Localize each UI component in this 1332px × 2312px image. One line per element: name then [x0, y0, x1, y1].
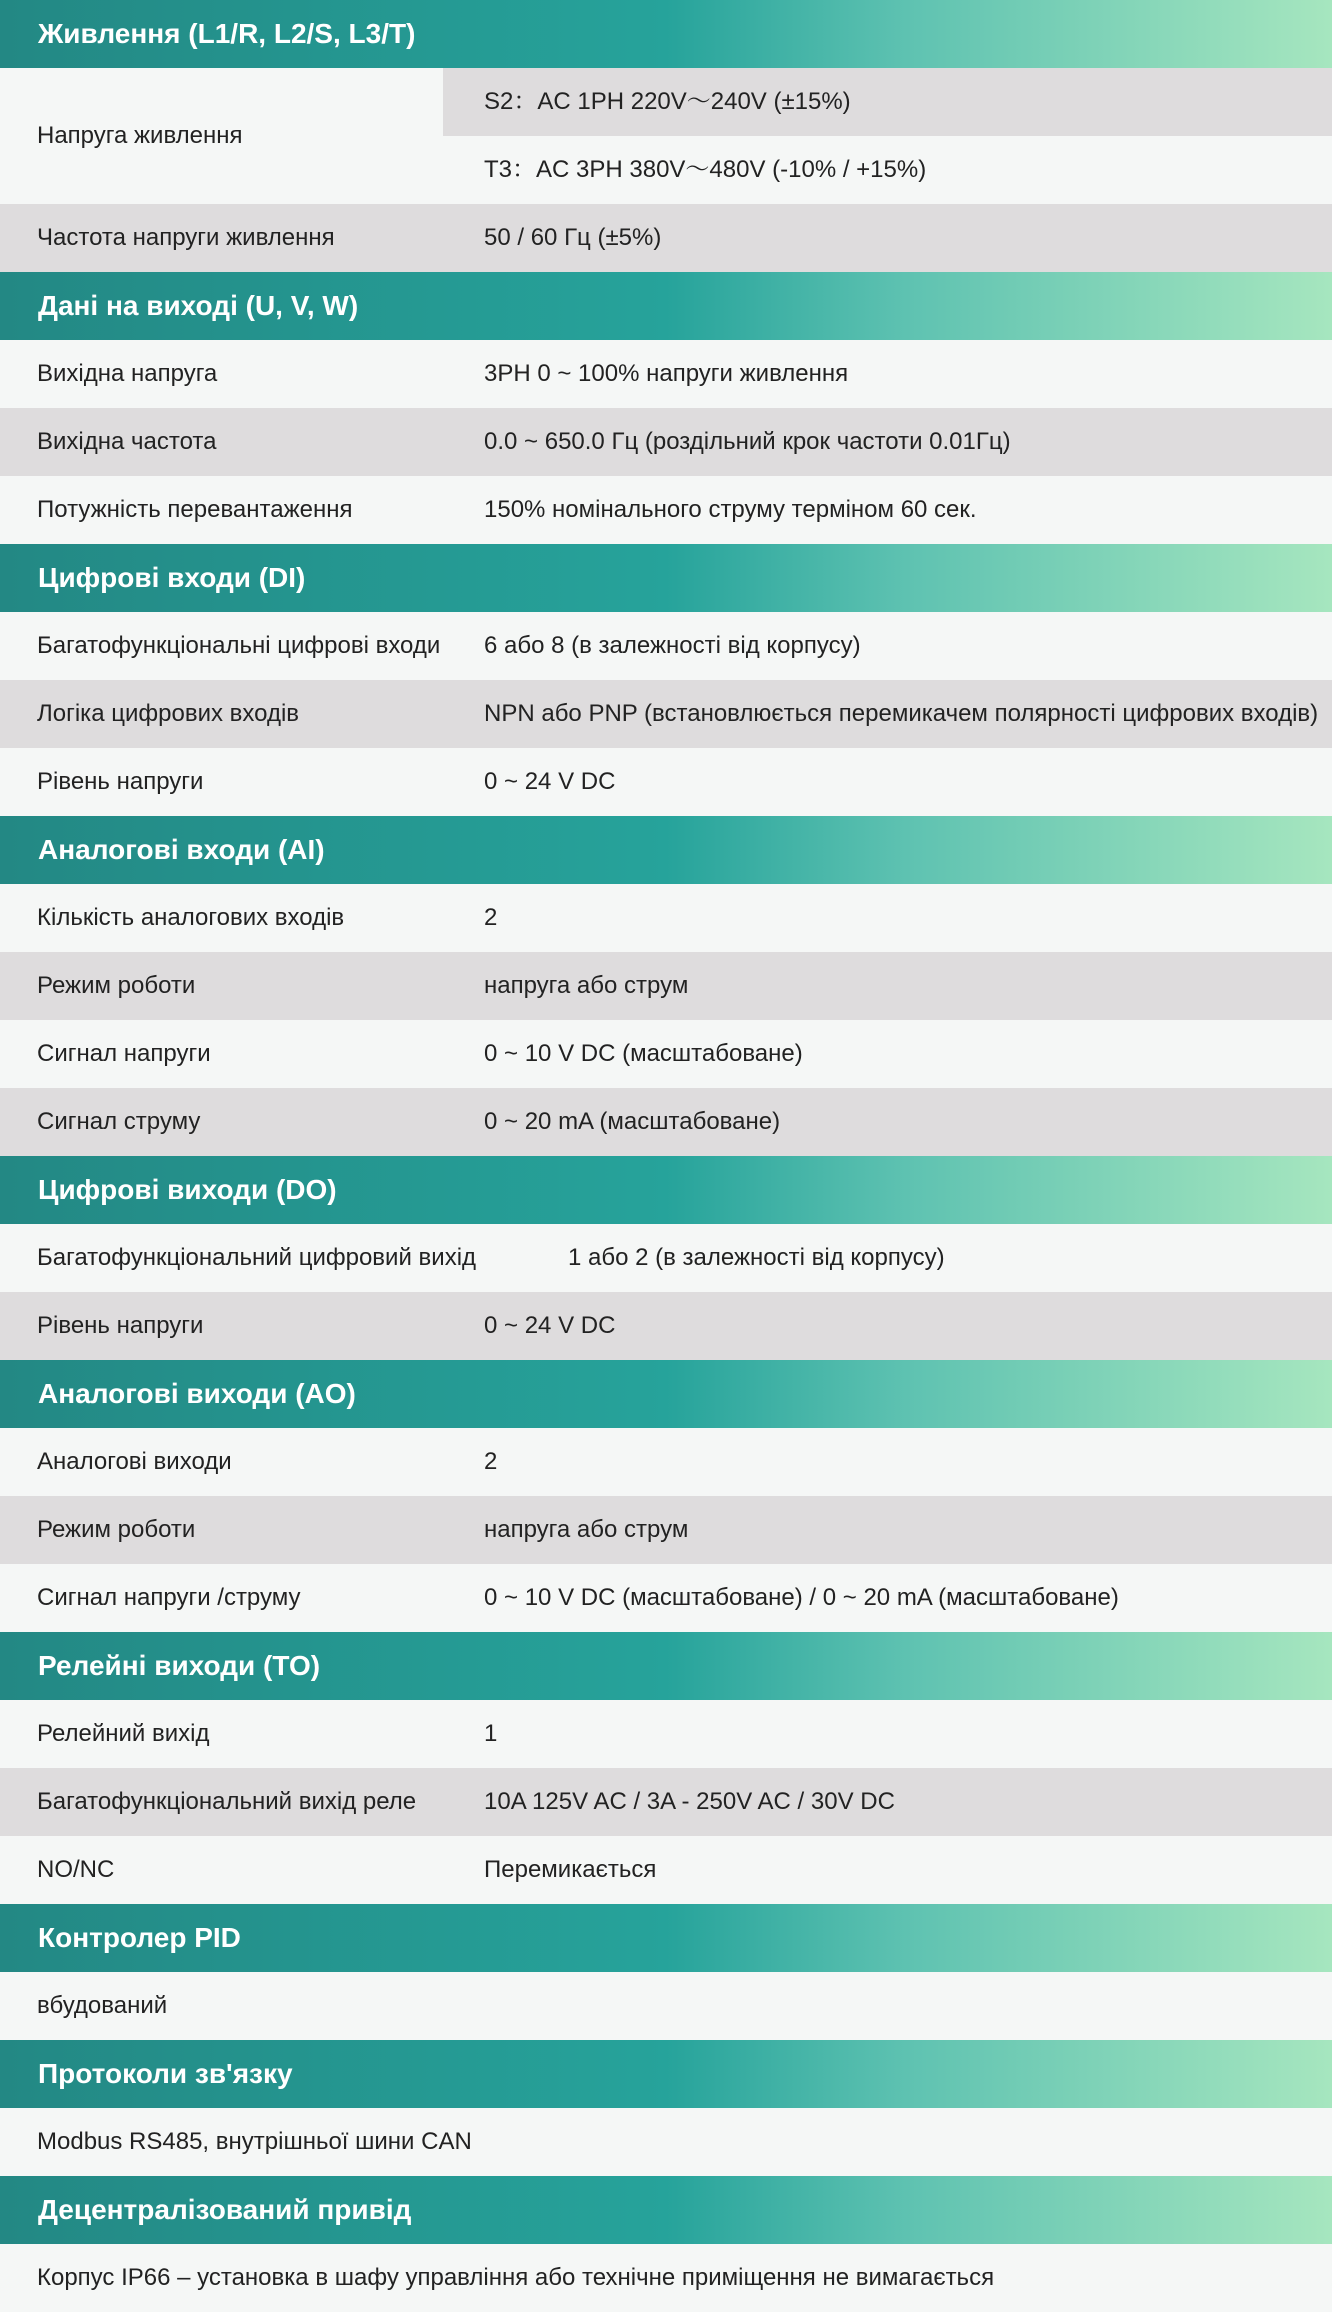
row-text: Modbus RS485, внутрішньої шини CAN — [37, 2128, 472, 2155]
section-title: Протоколи зв'язку — [38, 2058, 293, 2089]
section-title: Аналогові виходи (AO) — [38, 1378, 356, 1409]
table-row — [0, 408, 1332, 476]
row-value: 3PH 0 ~ 100% напруги живлення — [484, 360, 849, 387]
row-value: 150% номінального струму терміном 60 сек. — [484, 496, 977, 523]
section-header-analog-inputs — [0, 816, 1332, 884]
row-value: 2 — [484, 904, 498, 931]
row-label: Режим роботи — [37, 1516, 196, 1543]
row-value: 50 / 60 Гц (±5%) — [484, 224, 662, 251]
section-title: Релейні виходи (TO) — [38, 1650, 321, 1681]
table-row — [0, 2108, 1332, 2176]
row-label: Логіка цифрових входів — [37, 700, 300, 727]
row-label: Вихідна напруга — [37, 360, 218, 387]
row-value: 0 ~ 24 V DC — [484, 768, 616, 795]
section-header-pid — [0, 1904, 1332, 1972]
row-label: Напруга живлення — [37, 122, 243, 149]
row-value: напруга або струм — [484, 1516, 689, 1543]
section-title: Цифрові виходи (DO) — [38, 1174, 337, 1205]
table-row — [0, 612, 1332, 680]
row-label: NO/NC — [37, 1856, 115, 1883]
section-header-power — [0, 0, 1332, 68]
row-label: Рівень напруги — [37, 1312, 204, 1339]
row-value: 2 — [484, 1448, 498, 1475]
row-text: Корпус IP66 – установка в шафу управління або технічне приміщення не вимагається — [37, 2264, 995, 2291]
row-value: 6 або 8 (в залежності від корпусу) — [484, 632, 861, 659]
row-label: Релейний вихід — [37, 1720, 210, 1747]
row-value: Перемикається — [484, 1856, 657, 1883]
row-label: Багатофункціональні цифрові входи — [37, 632, 441, 659]
table-row — [0, 1292, 1332, 1360]
row-text: вбудований — [37, 1992, 168, 2019]
table-row — [0, 1088, 1332, 1156]
row-value: 0 ~ 20 mA (масштабоване) — [484, 1108, 781, 1135]
row-label: Багатофункціональний цифровий вихід — [37, 1244, 477, 1271]
table-row — [0, 1700, 1332, 1768]
table-row — [0, 1020, 1332, 1088]
row-value: NPN або PNP (встановлюється перемикачем полярності цифрових входів) — [484, 700, 1319, 727]
voltage-option-s2 — [443, 68, 1332, 136]
table-row — [0, 1972, 1332, 2040]
row-value: T3：AC 3PH 380V～480V (-10% / +15%) — [484, 156, 927, 183]
row-label: Вихідна частота — [37, 428, 217, 455]
row-label: Сигнал напруги /струму — [37, 1584, 301, 1611]
row-value: 0 ~ 24 V DC — [484, 1312, 616, 1339]
section-header-digital-outputs — [0, 1156, 1332, 1224]
voltage-option-t3 — [443, 136, 1332, 204]
row-value: 0 ~ 10 V DC (масштабоване) — [484, 1040, 803, 1067]
row-label: Багатофункціональний вихід реле — [37, 1788, 417, 1815]
table-row — [0, 680, 1332, 748]
row-value: напруга або струм — [484, 972, 689, 999]
table-row — [0, 340, 1332, 408]
section-header-communication — [0, 2040, 1332, 2108]
section-header-decentralized — [0, 2176, 1332, 2244]
row-value: 1 або 2 (в залежності від корпусу) — [568, 1244, 945, 1271]
section-header-analog-outputs — [0, 1360, 1332, 1428]
table-row — [0, 1224, 1332, 1292]
row-label: Частота напруги живлення — [37, 224, 335, 251]
table-row — [0, 1496, 1332, 1564]
row-label: Кількість аналогових входів — [37, 904, 345, 931]
table-row — [0, 748, 1332, 816]
table-row — [0, 2244, 1332, 2312]
table-row — [0, 476, 1332, 544]
row-value: 0.0 ~ 650.0 Гц (роздільний крок частоти 0.01Гц) — [484, 428, 1011, 455]
row-value: 0 ~ 10 V DC (масштабоване) / 0 ~ 20 mA (масштабоване) — [484, 1584, 1119, 1611]
table-row — [0, 952, 1332, 1020]
row-value: 1 — [484, 1720, 498, 1747]
table-row — [0, 1428, 1332, 1496]
row-label: Режим роботи — [37, 972, 196, 999]
row-label: Аналогові виходи — [37, 1448, 232, 1475]
row-supply-voltage — [0, 68, 1332, 204]
table-row — [0, 1836, 1332, 1904]
section-header-relay-outputs — [0, 1632, 1332, 1700]
section-title: Живлення (L1/R, L2/S, L3/T) — [38, 18, 416, 49]
section-title: Аналогові входи (AI) — [38, 834, 325, 865]
section-title: Децентралізований привід — [38, 2194, 412, 2225]
section-title: Дані на виході (U, V, W) — [38, 290, 359, 321]
section-title: Контролер PID — [38, 1922, 241, 1953]
section-header-output — [0, 272, 1332, 340]
table-row — [0, 1768, 1332, 1836]
row-supply-frequency — [0, 204, 1332, 272]
row-label: Потужність перевантаження — [37, 496, 353, 523]
table-row — [0, 884, 1332, 952]
row-value: 10A 125V AC / 3A - 250V AC / 30V DC — [484, 1788, 895, 1815]
section-header-digital-inputs — [0, 544, 1332, 612]
table-row — [0, 1564, 1332, 1632]
row-label: Рівень напруги — [37, 768, 204, 795]
row-label: Сигнал струму — [37, 1108, 201, 1135]
section-title: Цифрові входи (DI) — [38, 562, 306, 593]
row-label: Сигнал напруги — [37, 1040, 211, 1067]
row-value: S2：AC 1PH 220V～240V (±15%) — [484, 88, 851, 115]
